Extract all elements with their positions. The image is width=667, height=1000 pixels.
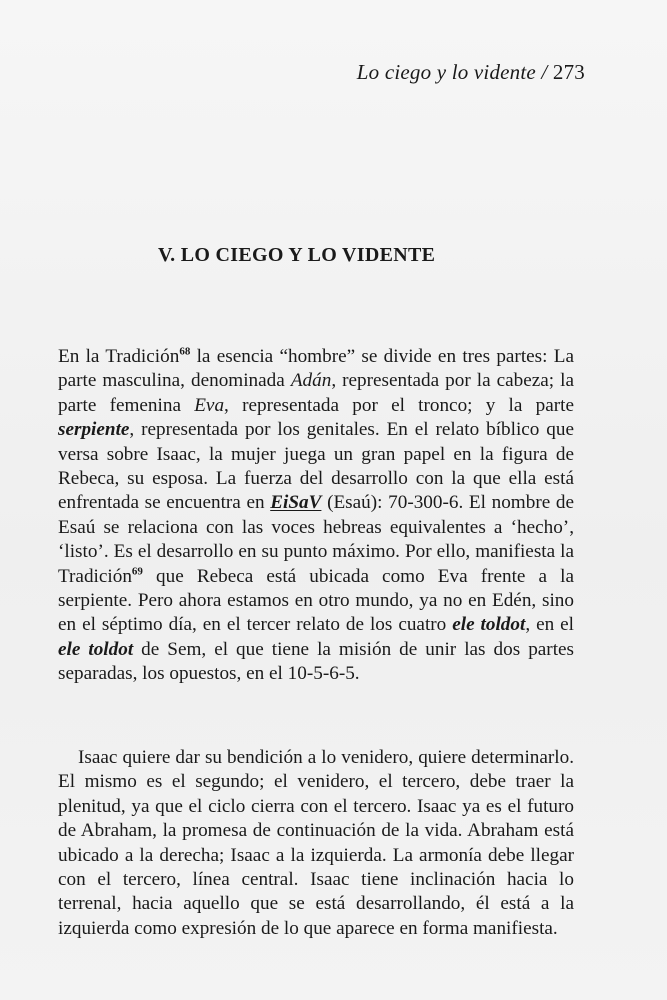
term-serpiente: serpiente	[58, 419, 130, 441]
running-title: Lo ciego y lo vidente	[356, 60, 536, 84]
chapter-title: V. LO CIEGO Y LO VIDENTE	[158, 244, 436, 266]
text-run: , representada por los genitales. En el relato bíblico que versa sobre Isaac, la mujer juega un gran papel en la figura de Rebeca, su esposa. La fuerza del desarrollo con la que ella está enfrentada se encuentra en	[58, 419, 574, 514]
paragraph-2-text: Isaac quiere dar su bendición a lo venidero, quiere determinarlo. El mismo es el segundo; el venidero, el tercero, debe traer la plenitud, ya que el ciclo cierra con el tercero. Isaac ya es el futuro de Abraham, la promesa de continuación de la vida. Abraham está ubicado a la derecha; Isaac a la izquierda. La armonía debe llegar con el tercero, línea central. Isaac tiene inclinación hacia lo terrenal, hacia aquello que se está desarrollando, él está a la izquierda como expresión de lo que aparece en forma manifiesta.	[58, 747, 574, 939]
term-ele-toldot: ele toldot	[58, 638, 134, 660]
footnote-ref-68: 68	[179, 345, 191, 358]
paragraph-2	[58, 746, 574, 941]
footnote-ref-69: 69	[131, 565, 143, 578]
term-adan: Adán	[290, 370, 332, 392]
text-run: , representada por el tronco; y la parte	[224, 394, 574, 416]
page-number: 273	[552, 60, 585, 84]
term-ele-toldot: ele toldot	[452, 614, 526, 636]
text-run: , en el	[525, 614, 574, 636]
header-separator: /	[535, 60, 553, 84]
term-eva: Eva	[194, 394, 225, 416]
text-run: que Rebeca está ubicada como Eva frente a la serpiente. Pero ahora estamos en otro mundo, ya no en Edén, sino en el séptimo día, en el tercer relato de los cuatro	[58, 565, 574, 636]
term-eisav: EiSaV	[270, 492, 322, 514]
text-run: En la Tradición	[58, 346, 180, 367]
text-run: , representada por la cabeza; la parte femenina	[58, 370, 574, 416]
text-run: la esencia “hombre” se divide en tres partes: La parte masculina, denominada	[58, 346, 574, 392]
running-header	[357, 60, 585, 85]
paragraph-1	[58, 345, 574, 687]
text-run: (Esaú): 70-300-6. El nombre de Esaú se relaciona con las voces hebreas equivalentes a ‘hecho’, ‘listo’. Es el desarrollo en su punto máximo. Por ello, manifiesta la Tradición	[58, 492, 574, 587]
text-run: de Sem, el que tiene la misión de unir las dos partes separadas, los opuestos, en el 10-5-6-5.	[58, 638, 575, 685]
